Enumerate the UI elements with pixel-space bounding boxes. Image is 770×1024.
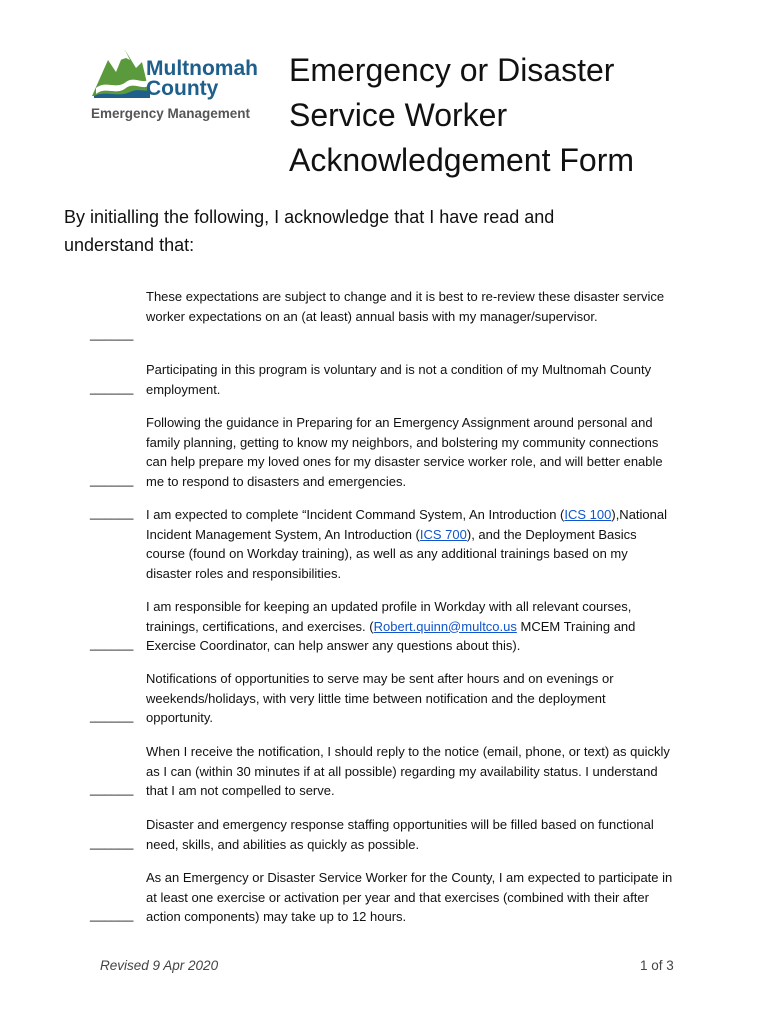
item-text (146, 597, 676, 656)
item-text-part: ), and the Deployment Basics course (found on Workday training), as well as any additional trainings based on my disaster roles and responsibilities. (146, 526, 637, 581)
ics-700-link[interactable]: ICS 700 (419, 526, 467, 542)
item-text: Disaster and emergency response staffing opportunities will be filled based on functional need, skills, and abilities as quickly as possible. (146, 817, 654, 852)
initial-blank[interactable]: ______ (90, 907, 134, 922)
county-logo (88, 46, 268, 128)
title-line-2: Service Worker (289, 97, 508, 133)
initial-blank[interactable]: ______ (90, 636, 134, 651)
initial-blank[interactable]: ______ (90, 505, 134, 520)
item-text-part: ),National Incident Management System, An Introduction ( (146, 507, 667, 542)
item-text: These expectations are subject to change and it is best to re-review these disaster service worker expectations on an (at least) annual basis with my manager/supervisor. (146, 289, 665, 324)
initial-blank[interactable]: ______ (90, 380, 134, 395)
mountain-logo-icon (92, 46, 150, 102)
logo-text-multnomah: Multnomah (146, 57, 258, 80)
intro-statement: By initialling the following, I acknowledge that I have read and understand that: (64, 207, 555, 255)
item-text: When I receive the notification, I should reply to the notice (email, phone, or text) as quickly as I can (within 30 minutes if at all possible) regarding my availability status. I understand that I am not compelled to serve. (146, 744, 670, 798)
title-line-1: Emergency or Disaster (289, 52, 615, 88)
page-number: 1 of 3 (640, 958, 674, 973)
initial-blank[interactable]: ______ (90, 781, 134, 796)
item-text (146, 505, 676, 583)
initial-blank[interactable]: ______ (90, 326, 134, 341)
revision-date: Revised 9 Apr 2020 (100, 958, 219, 973)
item-text: Notifications of opportunities to serve may be sent after hours and on evenings or weekends/holidays, with very little time between notification and the deployment opportunity. (146, 671, 614, 725)
item-text: Participating in this program is voluntary and is not a condition of my Multnomah County employment. (146, 362, 652, 397)
item-text: As an Emergency or Disaster Service Worker for the County, I am expected to participate in at least one exercise or activation per year and that exercises (combined with their after action components) may take up to 12 hours. (146, 870, 673, 924)
email-link[interactable]: Robert.quinn@multco.us (373, 618, 517, 634)
item-text: Following the guidance in Preparing for an Emergency Assignment around personal and family planning, getting to know my neighbors, and bolstering my community connections can help prepare my loved ones for my disaster service worker role, and will better enable me to respond to disasters and emergencies. (146, 415, 663, 489)
logo-text-county: County (146, 77, 219, 100)
form-title (289, 48, 729, 183)
initial-blank[interactable]: ______ (90, 835, 134, 850)
item-text-part: I am responsible for keeping an updated profile in Workday with all relevant courses, trainings, certifications, and exercises. ( (146, 599, 632, 634)
item-text-part: I am expected to complete “Incident Command System, An Introduction ( (146, 507, 565, 522)
ics-100-link[interactable]: ICS 100 (564, 507, 612, 522)
initial-blank[interactable]: ______ (90, 472, 134, 487)
logo-subtitle: Emergency Management (91, 106, 251, 121)
initial-blank[interactable]: ______ (90, 708, 134, 723)
title-line-3: Acknowledgement Form (289, 142, 635, 178)
item-text-part: MCEM Training and Exercise Coordinator, can help answer any questions about this). (146, 618, 636, 653)
